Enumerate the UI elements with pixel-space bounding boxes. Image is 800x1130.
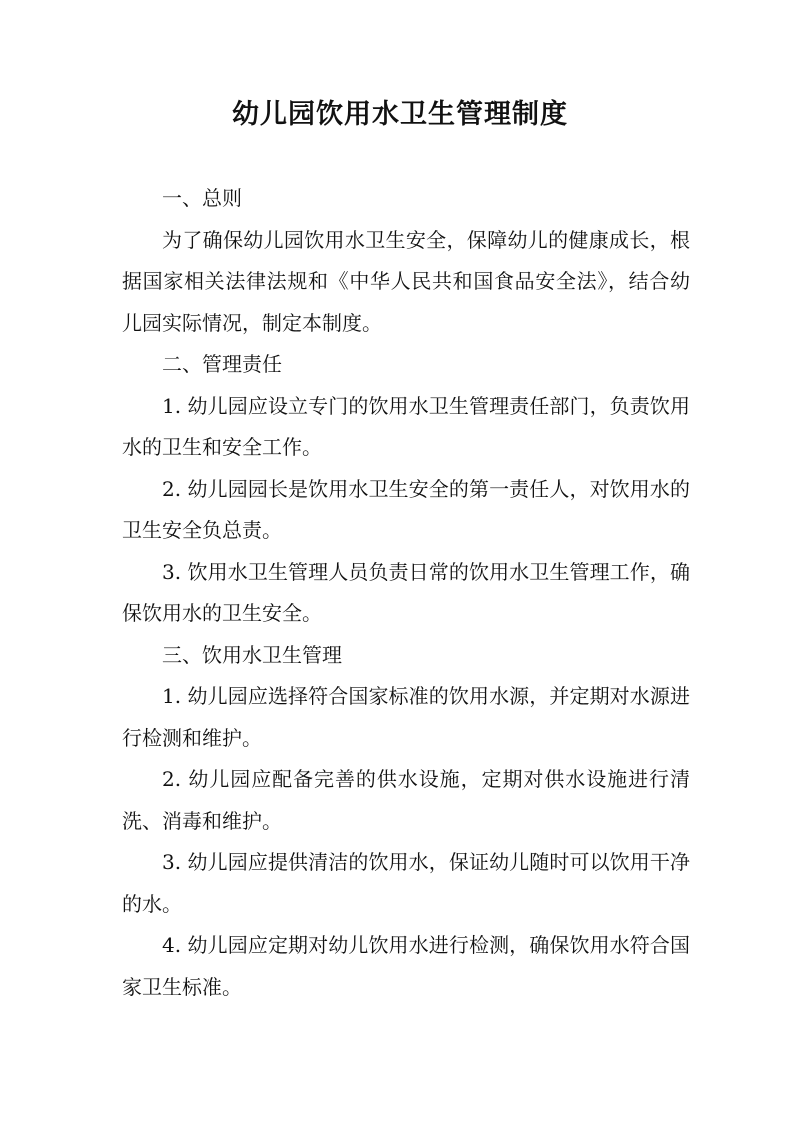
paragraph: 2. 幼儿园园长是饮用水卫生安全的第一责任人，对饮用水的卫生安全负总责。: [122, 476, 690, 542]
section-general: [122, 178, 690, 344]
document-body: [122, 178, 690, 1008]
paragraph: 1. 幼儿园应选择符合国家标准的饮用水源，并定期对水源进行检测和维护。: [122, 684, 690, 750]
document-title: 幼儿园饮用水卫生管理制度: [232, 99, 568, 130]
section-heading: 三、饮用水卫生管理: [162, 642, 342, 667]
section-heading: 一、总则: [162, 186, 242, 210]
paragraph: 2. 幼儿园应配备完善的供水设施，定期对供水设施进行清洗、消毒和维护。: [122, 767, 690, 833]
section-management-responsibility: [122, 344, 690, 635]
section-water-hygiene-management: [122, 635, 690, 1009]
paragraph: 3. 幼儿园应提供清洁的饮用水，保证幼儿随时可以饮用干净的水。: [122, 850, 690, 916]
paragraph: 3. 饮用水卫生管理人员负责日常的饮用水卫生管理工作，确保饮用水的卫生安全。: [122, 559, 690, 625]
paragraph: 为了确保幼儿园饮用水卫生安全，保障幼儿的健康成长，根据国家相关法律法规和《中华人民共和国食品安全法》，结合幼儿园实际情况，制定本制度。: [122, 227, 690, 335]
paragraph: 1. 幼儿园应设立专门的饮用水卫生管理责任部门，负责饮用水的卫生和安全工作。: [122, 393, 690, 459]
section-heading: 二、管理责任: [162, 352, 282, 376]
paragraph: 4. 幼儿园应定期对幼儿饮用水进行检测，确保饮用水符合国家卫生标准。: [122, 933, 690, 999]
